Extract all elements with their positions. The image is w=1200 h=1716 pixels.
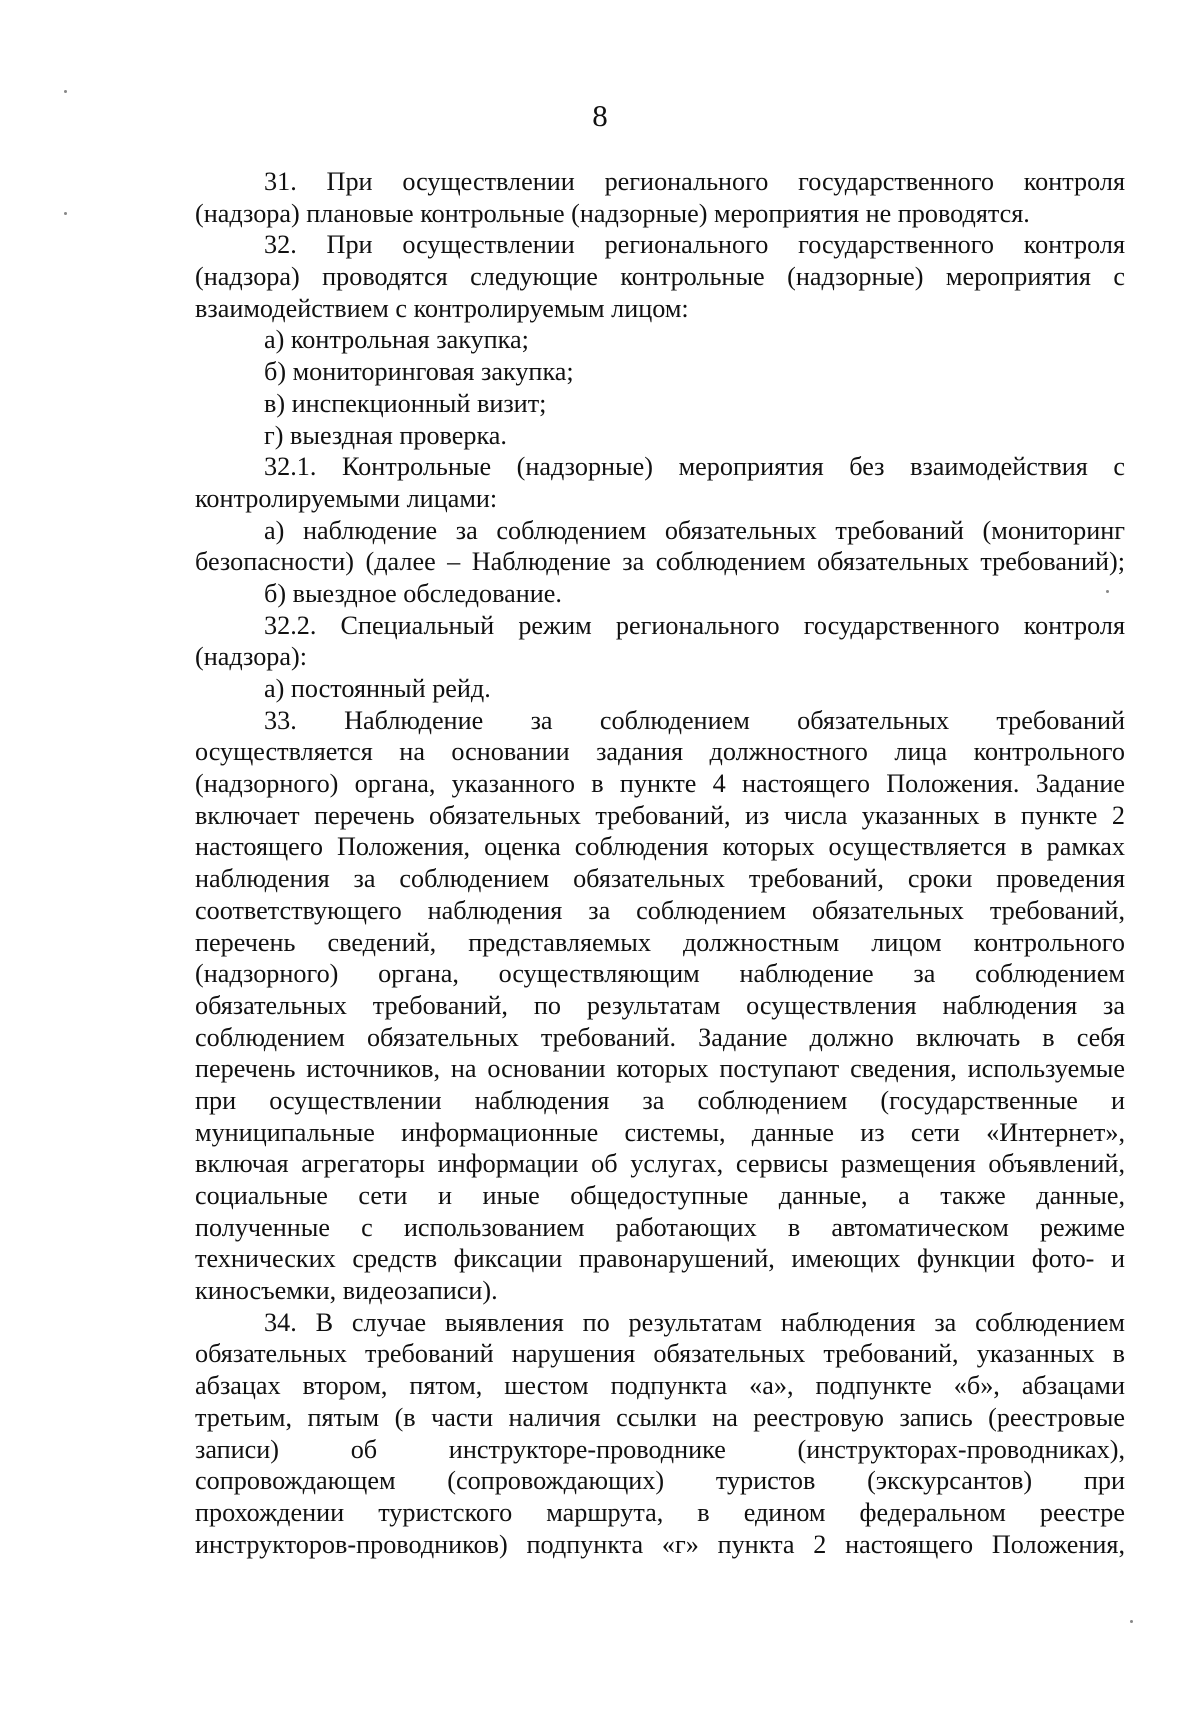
text-line: киносъемки, видеозаписи). [195, 1276, 498, 1306]
text-line: (надзора) плановые контрольные (надзорные) мероприятия не проводятся. [195, 198, 1030, 228]
text-line: при осуществлении наблюдения за соблюдением (государственные и [195, 1085, 1125, 1115]
text-line: обязательных требований, по результатам осуществления наблюдения за [195, 990, 1125, 1020]
page-number: 8 [592, 98, 608, 133]
scan-speck [64, 90, 67, 93]
text-line: включает перечень обязательных требований, из числа указанных в пункте 2 [195, 800, 1125, 830]
text-line: включая агрегаторы информации об услугах, сервисы размещения объявлений, [195, 1149, 1125, 1179]
text-line: инструкторов-проводников) подпункта «г» пункта 2 настоящего Положения, [195, 1529, 1125, 1559]
text-line: 32.1. Контрольные (надзорные) мероприятия без взаимодействия с [264, 452, 1125, 482]
text-line: соблюдением обязательных требований. Задание должно включать в себя [195, 1022, 1125, 1052]
text-line: наблюдения за соблюдением обязательных требований, сроки проведения [195, 864, 1125, 894]
text-line: (надзорного) органа, указанного в пункте 4 настоящего Положения. Задание [195, 769, 1125, 799]
text-line: третьим, пятым (в части наличия ссылки на реестровую запись (реестровые [195, 1402, 1125, 1432]
text-line: социальные сети и иные общедоступные данные, а также данные, [195, 1181, 1125, 1210]
text-line: (надзора) проводятся следующие контрольные (надзорные) мероприятия с [195, 262, 1125, 292]
text-line: г) выездная проверка. [264, 420, 507, 450]
text-line: а) контрольная закупка; [264, 325, 529, 355]
document-body [195, 166, 1125, 1560]
text-line: взаимодействием с контролируемым лицом: [195, 293, 689, 323]
text-line: б) мониторинговая закупка; [264, 357, 574, 387]
text-line: технических средств фиксации правонарушений, имеющих функции фото- и [195, 1244, 1125, 1274]
scan-speck [64, 212, 67, 215]
text-line: а) наблюдение за соблюдением обязательных требований (мониторинг [264, 515, 1125, 545]
text-line: безопасности) (далее – Наблюдение за соблюдением обязательных требований); [195, 547, 1125, 577]
text-line: (надзора): [195, 642, 308, 672]
text-line: 34. В случае выявления по результатам наблюдения за соблюдением [264, 1307, 1125, 1337]
text-line: абзацах втором, пятом, шестом подпункта «а», подпункте «б», абзацами [195, 1371, 1125, 1401]
text-line: а) постоянный рейд. [264, 674, 491, 703]
text-line: перечень сведений, представляемых должностным лицом контрольного [195, 927, 1125, 957]
text-line: сопровождающем (сопровождающих) туристов (экскурсантов) при [195, 1466, 1125, 1496]
text-line: соответствующего наблюдения за соблюдением обязательных требований, [195, 895, 1125, 925]
text-line: полученные с использованием работающих в автоматическом режиме [195, 1212, 1125, 1242]
scan-speck [1130, 1620, 1133, 1623]
text-line: прохождении туристского маршрута, в едином федеральном реестре [195, 1497, 1125, 1527]
text-line: муниципальные информационные системы, данные из сети «Интернет», [195, 1117, 1125, 1147]
text-line: 31. При осуществлении регионального государственного контроля [264, 167, 1125, 196]
text-line: контролируемыми лицами: [195, 483, 498, 513]
text-line: 33. Наблюдение за соблюдением обязательных требований [264, 705, 1125, 735]
text-line: (надзорного) органа, осуществляющим наблюдение за соблюдением [195, 959, 1125, 989]
text-line: настоящего Положения, оценка соблюдения которых осуществляется в рамках [195, 832, 1125, 862]
scan-speck [1106, 590, 1109, 593]
text-line: записи) об инструкторе-проводнике (инструкторах-проводниках), [195, 1434, 1125, 1464]
text-line: в) инспекционный визит; [264, 388, 547, 418]
text-line: осуществляется на основании задания должностного лица контрольного [195, 737, 1125, 767]
text-line: 32. При осуществлении регионального государственного контроля [264, 230, 1125, 260]
text-line: перечень источников, на основании которых поступают сведения, используемые [195, 1054, 1125, 1084]
text-line: 32.2. Специальный режим регионального государственного контроля [264, 610, 1125, 640]
text-line: обязательных требований нарушения обязательных требований, указанных в [195, 1339, 1125, 1369]
text-line: б) выездное обследование. [264, 578, 562, 608]
